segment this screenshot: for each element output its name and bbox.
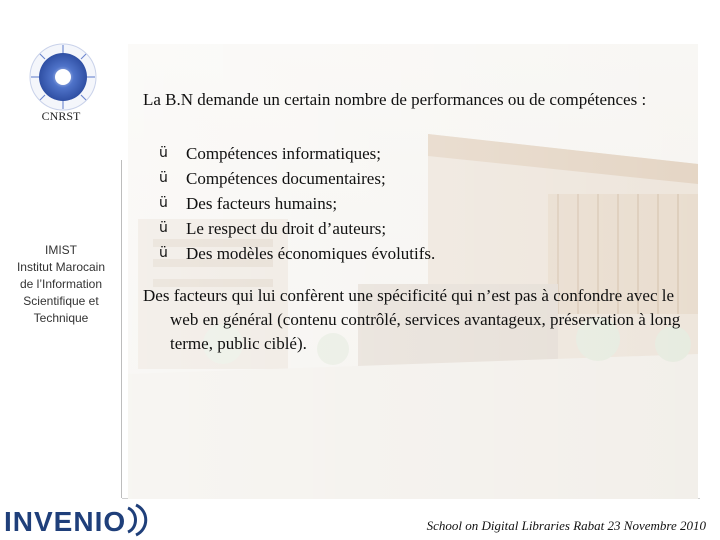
imist-line: Institut Marocain <box>16 260 106 274</box>
list-item <box>159 191 688 216</box>
main-content <box>143 88 688 356</box>
competences-list <box>143 141 688 266</box>
cnrst-label: CNRST <box>41 109 81 123</box>
invenio-logo-text: INVENIO <box>4 506 127 537</box>
list-item-text: Des facteurs humains; <box>186 194 338 213</box>
checkmark-icon: ü <box>159 195 168 211</box>
list-item <box>159 216 688 241</box>
imist-label <box>2 242 120 327</box>
list-item-text: Compétences documentaires; <box>186 169 386 188</box>
list-item-text: Compétences informatiques; <box>186 144 381 163</box>
list-item <box>159 241 688 266</box>
footer-event-text: School on Digital Libraries Rabat 23 Novembre 2010 <box>426 518 706 533</box>
vertical-divider <box>121 160 122 498</box>
intro-paragraph: La B.N demande un certain nombre de performances ou de compétences : <box>143 90 647 109</box>
imist-line: Technique <box>33 311 89 325</box>
conclusion-paragraph: Des facteurs qui lui confèrent une spécificité qui n’est pas à confondre avec le web en général (contenu contrôlé, services avantageux, préservation à long terme, public ciblé). <box>143 286 681 353</box>
checkmark-icon: ü <box>159 170 168 186</box>
list-item-text: Des modèles économiques évolutifs. <box>186 244 436 263</box>
checkmark-icon: ü <box>159 245 168 261</box>
checkmark-icon: ü <box>159 145 168 161</box>
cnrst-seal-logo <box>28 42 98 112</box>
list-item-text: Le respect du droit d’auteurs; <box>186 219 387 238</box>
list-item <box>159 141 688 166</box>
sidebar <box>0 0 122 500</box>
list-item <box>159 166 688 191</box>
invenio-logo <box>2 500 162 540</box>
imist-line: IMIST <box>45 243 77 257</box>
imist-line: de l’Information <box>19 277 103 291</box>
checkmark-icon: ü <box>159 220 168 236</box>
imist-line: Scientifique et <box>23 294 99 308</box>
